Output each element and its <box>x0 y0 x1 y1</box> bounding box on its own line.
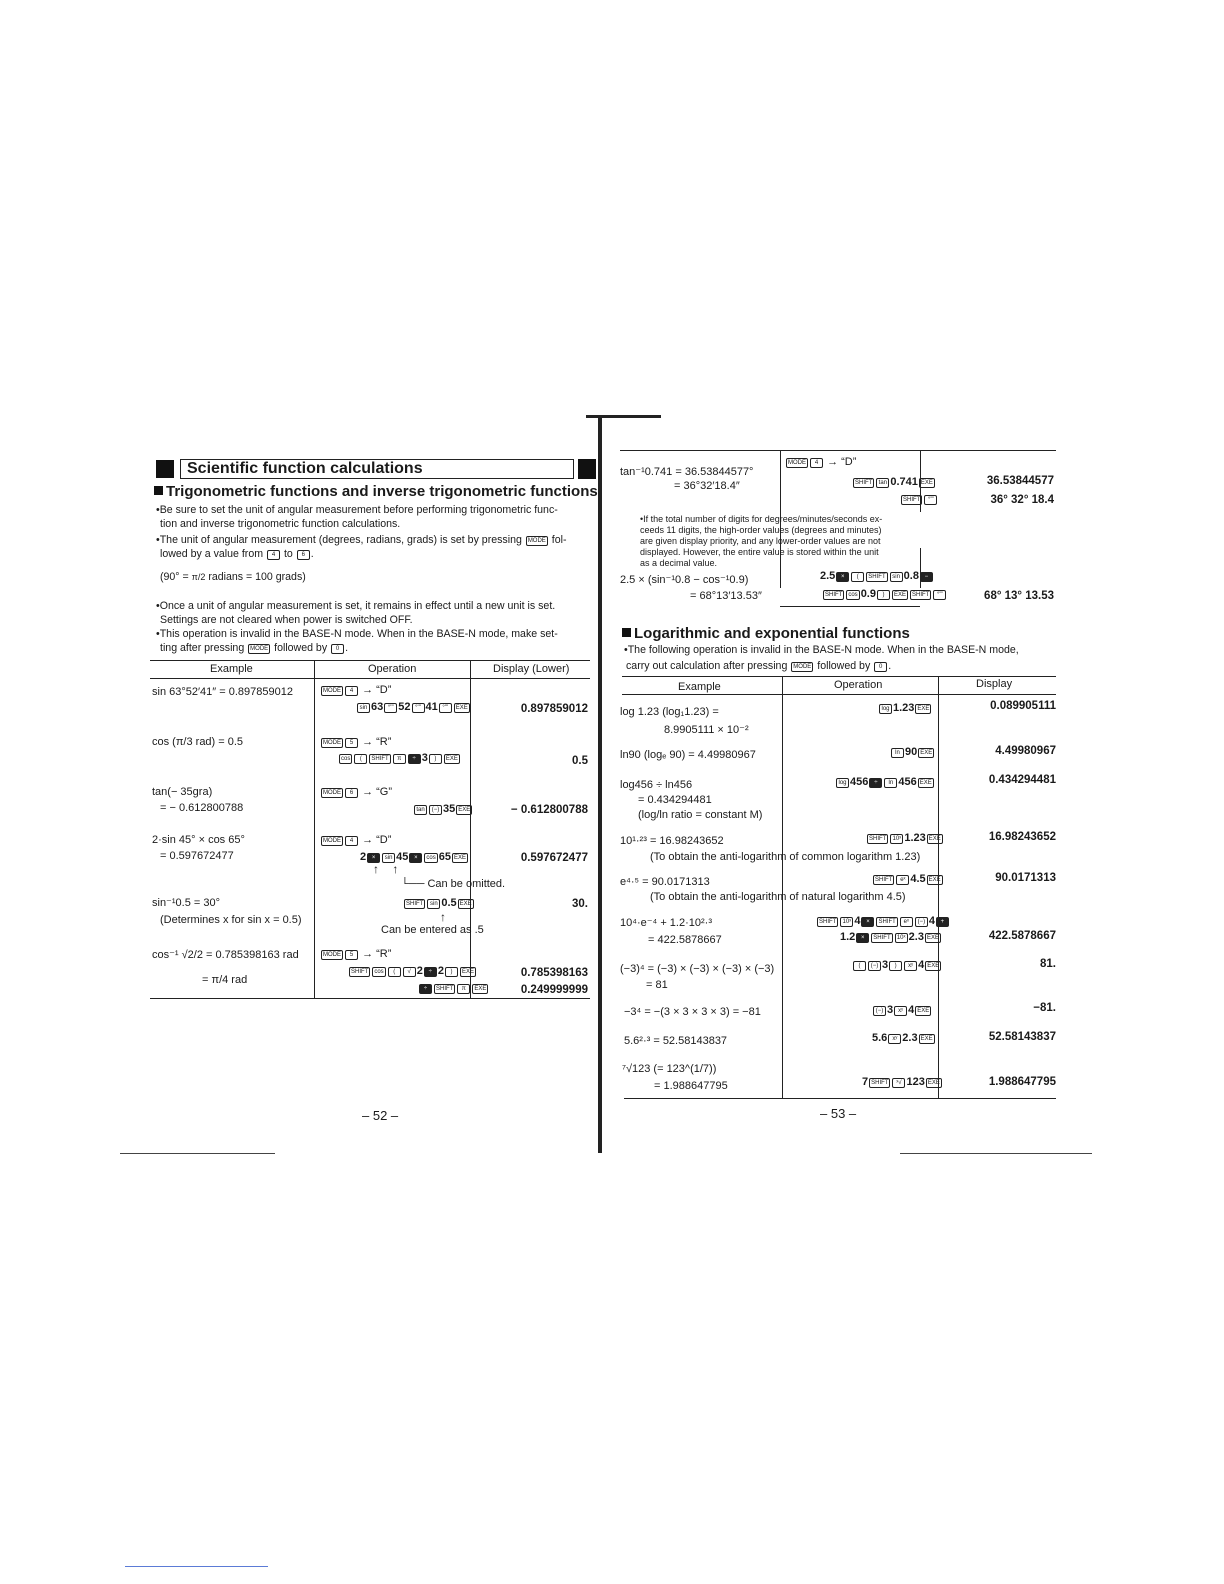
example-result: = π/4 rad <box>202 974 248 986</box>
table-col-divider <box>782 676 783 1098</box>
example-result: = 81 <box>646 979 668 991</box>
operation-keys: ÷ SHIFT π EXE <box>418 982 489 994</box>
operation-keys: 1.2 × SHIFT 10ˣ 2.3 EXE <box>840 931 939 943</box>
example-text: cos (π/3 rad) = 0.5 <box>152 736 244 748</box>
table-top-rule <box>620 450 1056 451</box>
header-example: Example <box>210 663 253 675</box>
table-col-divider <box>938 676 939 1098</box>
example-result: = 68°13′13.53″ <box>690 590 762 602</box>
example-result: = 422.5878667 <box>648 934 722 946</box>
example-result: 8.9905111 × 10⁻² <box>664 724 749 736</box>
operation-text: MODE 4 → “D” <box>788 456 857 468</box>
example-text: tan⁻¹0.741 = 36.53844577° <box>620 466 754 478</box>
display-value: 16.98243652 <box>988 831 1056 843</box>
operation-keys: SHIFT 10ˣ 4 × SHIFT eˣ (−) 4 + <box>816 915 950 927</box>
section-title-bar <box>156 458 596 480</box>
example-result: = 36°32′18.4″ <box>674 480 740 492</box>
operation-keys: log 456 ÷ ln 456 EXE <box>835 776 935 788</box>
bullet-line: •The unit of angular measurement (degrees, radians, grads) is set by pressing MODE fol- <box>156 534 567 546</box>
table-header-rule <box>150 678 590 679</box>
example-text: log 1.23 (log₁1.23) = <box>620 706 719 718</box>
display-value: 36.53844577 <box>986 475 1054 487</box>
example-text: sin⁻¹0.5 = 30° <box>152 897 220 909</box>
example-text: e⁴·⁵ = 90.0171313 <box>620 876 710 888</box>
operation-keys: SHIFT 10ˣ 1.23 EXE <box>869 832 941 844</box>
header-operation: Operation <box>368 663 417 675</box>
example-note: (Determines x for sin x = 0.5) <box>160 914 302 926</box>
display-value: 0.089905111 <box>990 700 1056 712</box>
example-text: 10⁴·e⁻⁴ + 1.2·10²·³ <box>620 917 712 929</box>
bullet-line: ting after pressing MODE followed by 0 . <box>160 642 349 654</box>
display-value: 52.58143837 <box>988 1031 1056 1043</box>
example-text: −3⁴ = −(3 × 3 × 3 × 3) = −81 <box>624 1006 761 1018</box>
bullet-line: •Be sure to set the unit of angular measurement before performing trigonometric func- <box>156 504 558 516</box>
bottom-rule-right <box>900 1153 1092 1154</box>
header-example: Example <box>678 681 721 693</box>
digits-note: •If the total number of digits for degrees/minutes/seconds ex- ceeds 11 digits, the high-order values (degrees and minutes) are given display priority, and any lower-order values are not displayed. However, the entire value is stored within the unit as a decimal value. <box>640 514 883 568</box>
section-title: Scientific function calculations <box>180 459 574 479</box>
operation-text: MODE 4 → “D” <box>323 834 392 846</box>
omitted-note: └── Can be omitted. <box>401 878 506 890</box>
table-bottom-rule <box>624 1098 1056 1099</box>
table-top-rule <box>622 676 1056 677</box>
operation-keys: tan (−) 35 EXE <box>413 803 473 815</box>
operation-keys: SHIFT eˣ 4.5 EXE <box>875 873 941 885</box>
display-value: 0.897859012 <box>520 703 588 715</box>
display-value: 0.5 <box>572 755 588 767</box>
title-square-icon <box>156 460 174 478</box>
display-value: 0.434294481 <box>988 774 1056 786</box>
operation-keys: 5.6 xʸ 2.3 EXE <box>872 1032 933 1044</box>
intro-line: •The following operation is invalid in the BASE-N mode. When in the BASE-N mode, <box>624 644 1019 656</box>
operation-keys: 2.5 × ( SHIFT sin 0.8 − <box>820 570 934 582</box>
angle-equation: (90° = π/2 radians = 100 grads) <box>160 571 306 583</box>
bullet-line: •This operation is invalid in the BASE-N mode. When in the BASE-N mode, make set- <box>156 628 558 640</box>
log-subtitle: Logarithmic and exponential functions <box>622 625 910 642</box>
table-col-divider <box>314 660 315 998</box>
operation-keys: sin 63 °'" 52 °'" 41 °'" EXE <box>356 701 471 713</box>
display-value: 4.49980967 <box>995 745 1056 757</box>
example-result: = 0.434294481 <box>638 794 712 806</box>
display-value: 36° 32° 18.4 <box>990 494 1054 506</box>
example-result: = 1.988647795 <box>654 1080 728 1092</box>
title-square-icon <box>578 459 596 479</box>
operation-text: MODE 5 → “R” <box>323 736 392 748</box>
bullet-line: Settings are not cleared when power is switched OFF. <box>160 614 413 626</box>
example-note: (log/ln ratio = constant M) <box>638 809 763 821</box>
page-number: – 53 – <box>820 1106 857 1121</box>
display-value: 0.785398163 <box>520 967 588 979</box>
display-value: 0.597672477 <box>520 852 588 864</box>
table-top-rule <box>150 660 590 661</box>
arrow-up-icon: ↑ <box>440 910 446 924</box>
operation-keys: 2 × sin 45 × cos 65 EXE <box>360 851 466 863</box>
header-display: Display <box>976 678 1013 690</box>
example-note: (To obtain the anti-logarithm of natural logarithm 4.5) <box>650 891 906 903</box>
operation-keys: SHIFT °'" <box>900 493 938 505</box>
display-value: 68° 13° 13.53 <box>984 590 1054 602</box>
display-value: 422.5878667 <box>988 930 1056 942</box>
page-53 <box>610 410 1092 1121</box>
example-text: cos⁻¹ √2/2 = 0.785398163 rad <box>152 949 299 961</box>
operation-keys: (−) 3 xʸ 4 EXE <box>872 1004 932 1016</box>
page-number: – 52 – <box>362 1108 399 1123</box>
example-text: 10¹·²³ = 16.98243652 <box>620 835 724 847</box>
display-value: 81. <box>1040 958 1056 970</box>
example-text: ln90 (logₑ 90) = 4.49980967 <box>620 749 756 761</box>
display-value: 30. <box>572 898 588 910</box>
page-52 <box>118 410 600 1123</box>
display-value: − 0.612800788 <box>510 804 588 816</box>
bullet-line: tion and inverse trigonometric function calculations. <box>160 518 401 530</box>
entered-note: Can be entered as .5 <box>381 924 484 936</box>
operation-keys: SHIFT sin 0.5 EXE <box>406 897 472 909</box>
intro-line: carry out calculation after pressing MODE followed by 0 . <box>626 660 892 672</box>
example-result: = 0.597672477 <box>160 850 234 862</box>
operation-keys: SHIFT tan 0.741 EXE <box>855 476 933 488</box>
display-value: 90.0171313 <box>995 872 1056 884</box>
operation-text: MODE 4 → “D” <box>323 684 392 696</box>
operation-text: MODE 5 → “R” <box>323 948 392 960</box>
bullet-line: lowed by a value from 4 to 6 . <box>160 548 314 560</box>
display-value: 0.249999999 <box>520 984 588 996</box>
table-bottom-rule <box>150 998 590 999</box>
example-text: log456 ÷ ln456 <box>620 779 693 791</box>
example-text: 5.6²·³ = 52.58143837 <box>624 1035 728 1047</box>
trig-subtitle: Trigonometric functions and inverse trigonometric functions <box>154 483 598 500</box>
bottom-rule-left <box>120 1153 275 1154</box>
operation-keys: cos ( SHIFT π ÷ 3 ) EXE <box>341 752 458 764</box>
example-text: (−3)⁴ = (−3) × (−3) × (−3) × (−3) <box>620 963 775 975</box>
table-rule <box>780 606 920 607</box>
example-text: 2·sin 45° × cos 65° <box>152 834 245 846</box>
display-value: −81. <box>1033 1002 1056 1014</box>
operation-keys: 7 SHIFT ˣ√ 123 EXE <box>862 1076 940 1088</box>
operation-keys: SHIFT cos 0.9 ) EXE SHIFT °'" <box>822 588 947 600</box>
operation-keys: ln 90 EXE <box>890 746 935 758</box>
example-text: 2.5 × (sin⁻¹0.8 − cos⁻¹0.9) <box>620 574 749 586</box>
example-text: sin 63°52′41″ = 0.897859012 <box>152 686 293 698</box>
bullet-line: •Once a unit of angular measurement is set, it remains in effect until a new unit is set. <box>156 600 556 612</box>
example-text: tan(− 35gra) <box>152 786 213 798</box>
operation-keys: ( (−) 3 ) xʸ 4 EXE <box>852 959 942 971</box>
arrow-up-icon: ↑ ↑ <box>373 862 399 876</box>
header-display: Display (Lower) <box>493 663 570 675</box>
example-note: (To obtain the anti-logarithm of common logarithm 1.23) <box>650 851 921 863</box>
example-text: ⁷√123 (= 123^(1/7)) <box>622 1063 717 1075</box>
operation-text: MODE 6 → “G” <box>323 786 393 798</box>
table-header-rule <box>622 694 1056 695</box>
operation-keys: SHIFT cos ( √ 2 ÷ 2 ) EXE <box>351 965 474 977</box>
example-result: = − 0.612800788 <box>160 802 244 814</box>
operation-keys: log 1.23 EXE <box>878 702 932 714</box>
link-underline <box>125 1566 268 1567</box>
header-operation: Operation <box>834 679 883 691</box>
display-value: 1.988647795 <box>988 1076 1056 1088</box>
